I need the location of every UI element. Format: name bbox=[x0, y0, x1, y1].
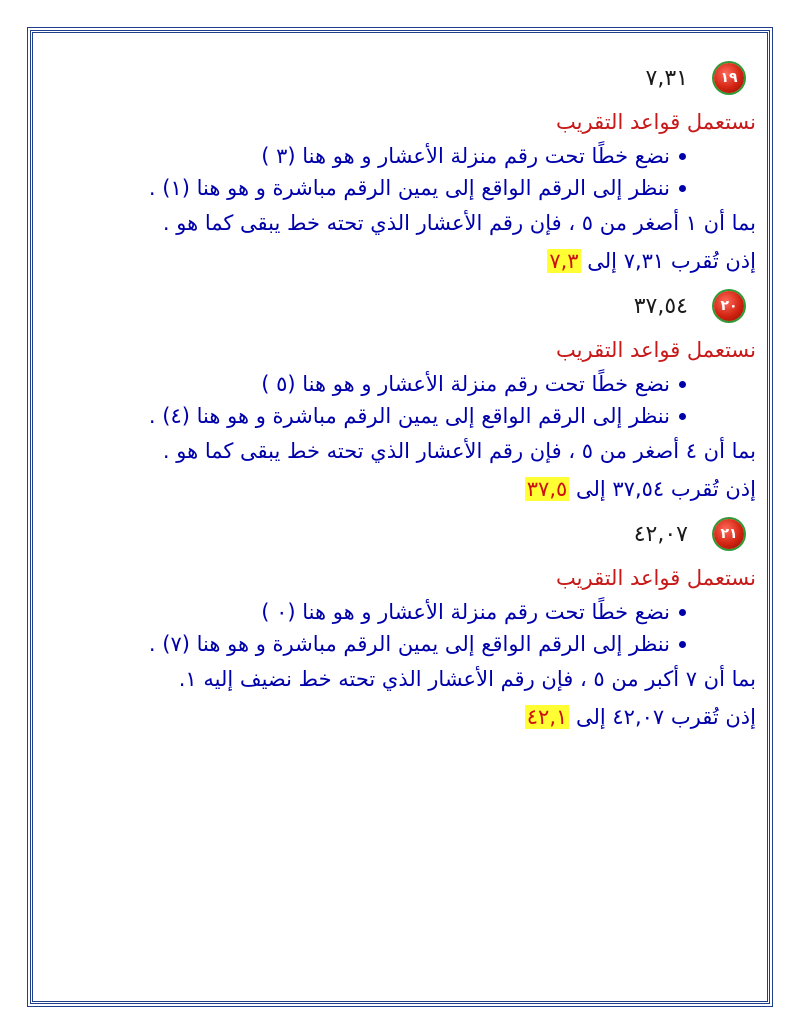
result-prefix: إذن تُقرب ٧,٣١ إلى bbox=[587, 249, 756, 273]
rounding-rules-heading: نستعمل قواعد التقريب bbox=[556, 338, 756, 362]
rounding-rules-heading: نستعمل قواعد التقريب bbox=[556, 110, 756, 134]
result-prefix: إذن تُقرب ٣٧,٥٤ إلى bbox=[575, 477, 756, 501]
step-look-right-digit: ننظر إلى الرقم الواقع إلى يمين الرقم مباشرة و هو هنا (٤) . bbox=[34, 400, 766, 432]
steps-list bbox=[34, 140, 766, 204]
problem-19 bbox=[34, 34, 766, 280]
result-prefix: إذن تُقرب ٤٢,٠٧ إلى bbox=[575, 705, 756, 729]
problem-header bbox=[34, 508, 766, 560]
problem-value: ٤٢,٠٧ bbox=[633, 521, 688, 547]
reasoning-text: بما أن ١ أصغر من ٥ ، فإن رقم الأعشار الذي تحته خط يبقى كما هو . bbox=[162, 211, 756, 235]
step-underline-tenths: نضع خطًا تحت رقم منزلة الأعشار و هو هنا (٣ ) bbox=[34, 140, 766, 172]
result-line bbox=[34, 470, 766, 508]
problem-value: ٣٧,٥٤ bbox=[633, 293, 688, 319]
steps-list bbox=[34, 596, 766, 660]
problem-number-badge: ١٩ bbox=[714, 63, 744, 93]
result-highlight: ٤٢,١ bbox=[526, 705, 568, 729]
reasoning-text: بما أن ٤ أصغر من ٥ ، فإن رقم الأعشار الذي تحته خط يبقى كما هو . bbox=[162, 439, 756, 463]
result-highlight: ٣٧,٥ bbox=[526, 477, 568, 501]
result-line bbox=[34, 698, 766, 736]
problem-20 bbox=[34, 280, 766, 508]
steps-list bbox=[34, 368, 766, 432]
worksheet-content bbox=[34, 34, 766, 1000]
result-line bbox=[34, 242, 766, 280]
reasoning-text: بما أن ٧ أكبر من ٥ ، فإن رقم الأعشار الذي تحته خط نضيف إليه ١. bbox=[178, 667, 756, 691]
problem-number-badge: ٢٠ bbox=[714, 291, 744, 321]
problem-21 bbox=[34, 508, 766, 736]
step-look-right-digit: ننظر إلى الرقم الواقع إلى يمين الرقم مباشرة و هو هنا (٧) . bbox=[34, 628, 766, 660]
problem-header bbox=[34, 52, 766, 104]
result-highlight: ٧,٣ bbox=[549, 249, 579, 273]
rounding-rules-heading: نستعمل قواعد التقريب bbox=[556, 566, 756, 590]
step-look-right-digit: ننظر إلى الرقم الواقع إلى يمين الرقم مباشرة و هو هنا (١) . bbox=[34, 172, 766, 204]
problem-header bbox=[34, 280, 766, 332]
step-underline-tenths: نضع خطًا تحت رقم منزلة الأعشار و هو هنا (٥ ) bbox=[34, 368, 766, 400]
step-underline-tenths: نضع خطًا تحت رقم منزلة الأعشار و هو هنا (٠ ) bbox=[34, 596, 766, 628]
problem-value: ٧,٣١ bbox=[645, 65, 688, 91]
problem-number-badge: ٢١ bbox=[714, 519, 744, 549]
